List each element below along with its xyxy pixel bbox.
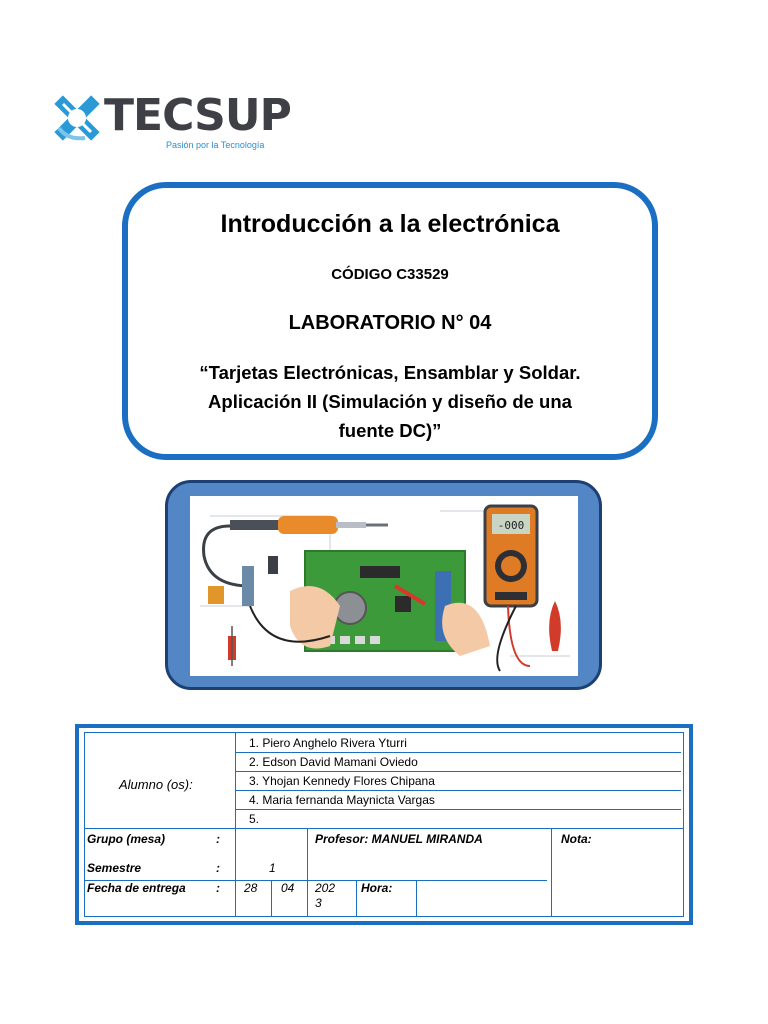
table-rule — [235, 771, 681, 772]
student-name: 3. Yhojan Kennedy Flores Chipana — [249, 774, 435, 788]
date-year-line: 202 — [315, 881, 336, 895]
student-info-table — [75, 724, 693, 925]
lab-title-line: Aplicación II (Simulación y diseño de una — [208, 391, 572, 412]
table-rule — [235, 809, 681, 810]
time-label: Hora: — [361, 881, 393, 895]
course-title: Introducción a la electrónica — [220, 210, 560, 238]
lab-title-line: “Tarjetas Electrónicas, Ensamblar y Soldar. — [199, 362, 581, 383]
table-rule — [416, 880, 417, 916]
semester-colon: : — [216, 861, 220, 875]
title-box — [122, 182, 658, 460]
logo-tagline: Pasión por la Tecnología — [166, 140, 265, 150]
illustration-frame — [165, 480, 602, 690]
multimeter-display: -000 — [497, 519, 525, 532]
student-name: 2. Edson David Mamani Oviedo — [249, 755, 418, 769]
lab-title-line: fuente DC)” — [338, 420, 442, 441]
semester-label: Semestre — [87, 861, 142, 875]
student-name: 4. Maria fernanda Maynicta Vargas — [249, 793, 435, 807]
lab-title — [128, 358, 652, 445]
tecsup-emblem-icon — [48, 88, 106, 148]
logo-wordmark: TECSUP — [104, 90, 291, 141]
semester-value: 1 — [269, 861, 276, 875]
date-colon: : — [216, 881, 220, 895]
tecsup-logo — [48, 88, 291, 158]
date-day: 28 — [244, 881, 258, 895]
table-rule — [85, 828, 683, 829]
electronics-illustration — [190, 496, 578, 676]
table-rule — [235, 752, 681, 753]
table-rule — [551, 828, 552, 916]
table-rule — [356, 880, 357, 916]
table-rule — [271, 880, 272, 916]
table-rule — [307, 828, 308, 916]
students-label: Alumno (os): — [119, 777, 193, 792]
table-inner-border — [84, 732, 684, 917]
date-year — [315, 881, 335, 911]
student-name: 5. — [249, 812, 260, 826]
date-label: Fecha de entrega — [87, 881, 186, 895]
grade-label: Nota: — [561, 832, 592, 846]
date-month: 04 — [281, 881, 295, 895]
table-rule — [235, 733, 236, 916]
group-colon: : — [216, 832, 220, 846]
lab-number: LABORATORIO N° 04 — [288, 312, 492, 334]
group-label: Grupo (mesa) — [87, 832, 166, 846]
date-year-line: 3 — [315, 896, 322, 910]
professor-label: Profesor: MANUEL MIRANDA — [315, 832, 483, 846]
course-code: CÓDIGO C33529 — [331, 266, 449, 283]
table-rule — [235, 790, 681, 791]
multimeter-icon — [485, 506, 537, 606]
student-name: 1. Piero Anghelo Rivera Yturri — [249, 736, 407, 750]
soldering-scene-image — [190, 496, 578, 676]
